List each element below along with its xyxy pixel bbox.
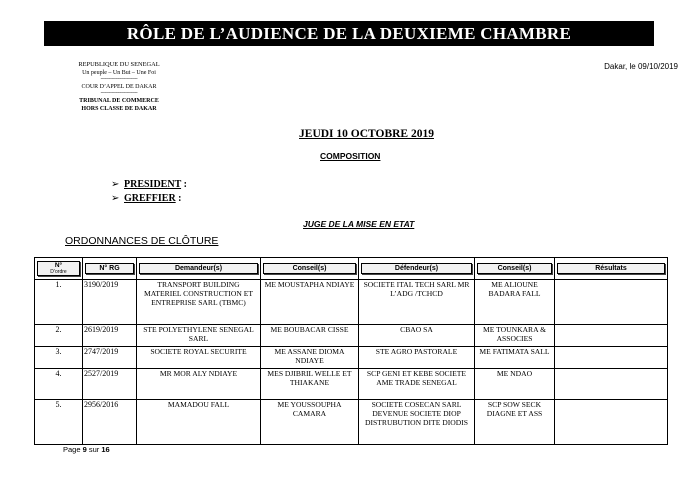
tribunal-name-line2: HORS CLASSE DE DAKAR [81, 106, 157, 112]
col-header-demandeur: Demandeur(s) [137, 258, 261, 280]
page-footer: Page 9 sur 16 [63, 445, 110, 454]
page-total: 16 [101, 445, 110, 454]
col-header-rg: N° RG [83, 258, 137, 280]
document-date: Dakar, le 09/10/2019 [604, 62, 678, 71]
col-header-conseil: Conseil(s) [475, 258, 555, 280]
row-defendeur: SCP GENI ET KEBE SOCIETE AME TRADE SENEGAL [359, 369, 475, 400]
table-row [35, 369, 668, 400]
arrow-bullet-icon: ➢ [111, 179, 120, 190]
composition-item-greffier: ➢ GREFFIER : [111, 193, 182, 204]
col-header-resultats: Résultats [555, 258, 668, 280]
tribunal-name-line1: TRIBUNAL DE COMMERCE [79, 98, 159, 104]
court-name: COUR D’APPEL DE DAKAR [81, 84, 157, 90]
row-resultat [555, 369, 668, 400]
row-demandeur: MAMADOU FALL [137, 400, 261, 445]
col-header-defendeur: Défendeur(s) [359, 258, 475, 280]
row-defendeur: STE AGRO PASTORALE [359, 347, 475, 369]
motto: Un peuple – Un But – Une Foi [82, 70, 156, 76]
row-number: 5. [35, 400, 83, 445]
orders-title: ORDONNANCES DE CLÔTURE [65, 235, 219, 247]
col-header-conseil: Conseil(s) [261, 258, 359, 280]
composition-heading: COMPOSITION [320, 151, 381, 161]
judge-section-heading: JUGE DE LA MISE EN ETAT [303, 219, 415, 229]
row-conseil-demandeur: ME BOUBACAR CISSE [261, 325, 359, 347]
hearing-table [34, 257, 668, 445]
row-conseil-demandeur: ME ASSANE DIOMA NDIAYE [261, 347, 359, 369]
separator: --------------------------- [100, 77, 138, 82]
row-number: 4. [35, 369, 83, 400]
row-rg: 2527/2019 [83, 369, 137, 400]
row-conseil-defendeur: SCP SOW SECK DIAGNE ET ASS [475, 400, 555, 445]
row-conseil-demandeur: MES DJIBRIL WELLE ET THIAKANE [261, 369, 359, 400]
row-rg: 3190/2019 [83, 280, 137, 325]
row-number: 1. [35, 280, 83, 325]
row-number: 2. [35, 325, 83, 347]
row-conseil-demandeur: ME MOUSTAPHA NDIAYE [261, 280, 359, 325]
row-demandeur: MR MOR ALY NDIAYE [137, 369, 261, 400]
row-defendeur: CBAO SA [359, 325, 475, 347]
row-number: 3. [35, 347, 83, 369]
table-row [35, 400, 668, 445]
row-conseil-defendeur: ME TOUNKARA & ASSOCIES [475, 325, 555, 347]
republic-label: REPUBLIQUE DU SENEGAL [78, 61, 160, 68]
arrow-bullet-icon: ➢ [111, 193, 120, 204]
col-header-no: N° D’ordre [35, 258, 83, 280]
row-defendeur: SOCIETE COSECAN SARL DEVENUE SOCIETE DIOP DISTRUBUTION DITE DIODIS [359, 400, 475, 445]
composition-item-president: ➢ PRESIDENT : [111, 179, 187, 190]
row-resultat [555, 325, 668, 347]
table-row [35, 325, 668, 347]
row-demandeur: SOCIETE ROYAL SECURITE [137, 347, 261, 369]
table-header-row [35, 258, 668, 280]
table-row [35, 347, 668, 369]
row-resultat [555, 347, 668, 369]
document-banner-title: RÔLE DE L’AUDIENCE DE LA DEUXIEME CHAMBRE [44, 21, 654, 46]
row-defendeur: SOCIETE ITAL TECH SARL MR L’ADG /TCHCD [359, 280, 475, 325]
page-number: 9 [82, 445, 87, 454]
separator: --------------------------- [100, 91, 138, 96]
row-resultat [555, 280, 668, 325]
row-demandeur: STE POLYETHYLENE SENEGAL SARL [137, 325, 261, 347]
row-rg: 2956/2016 [83, 400, 137, 445]
row-conseil-defendeur: ME ALIOUNE BADARA FALL [475, 280, 555, 325]
row-conseil-demandeur: ME YOUSSOUPHA CAMARA [261, 400, 359, 445]
issuer-header [64, 61, 174, 113]
row-rg: 2747/2019 [83, 347, 137, 369]
row-conseil-defendeur: ME NDAO [475, 369, 555, 400]
hearing-date: JEUDI 10 OCTOBRE 2019 [299, 128, 434, 140]
row-resultat [555, 400, 668, 445]
row-demandeur: TRANSPORT BUILDING MATERIEL CONSTRUCTION ET ENTREPRISE SARL (TBMC) [137, 280, 261, 325]
table-row [35, 280, 668, 325]
row-conseil-defendeur: ME FATIMATA SALL [475, 347, 555, 369]
row-rg: 2619/2019 [83, 325, 137, 347]
